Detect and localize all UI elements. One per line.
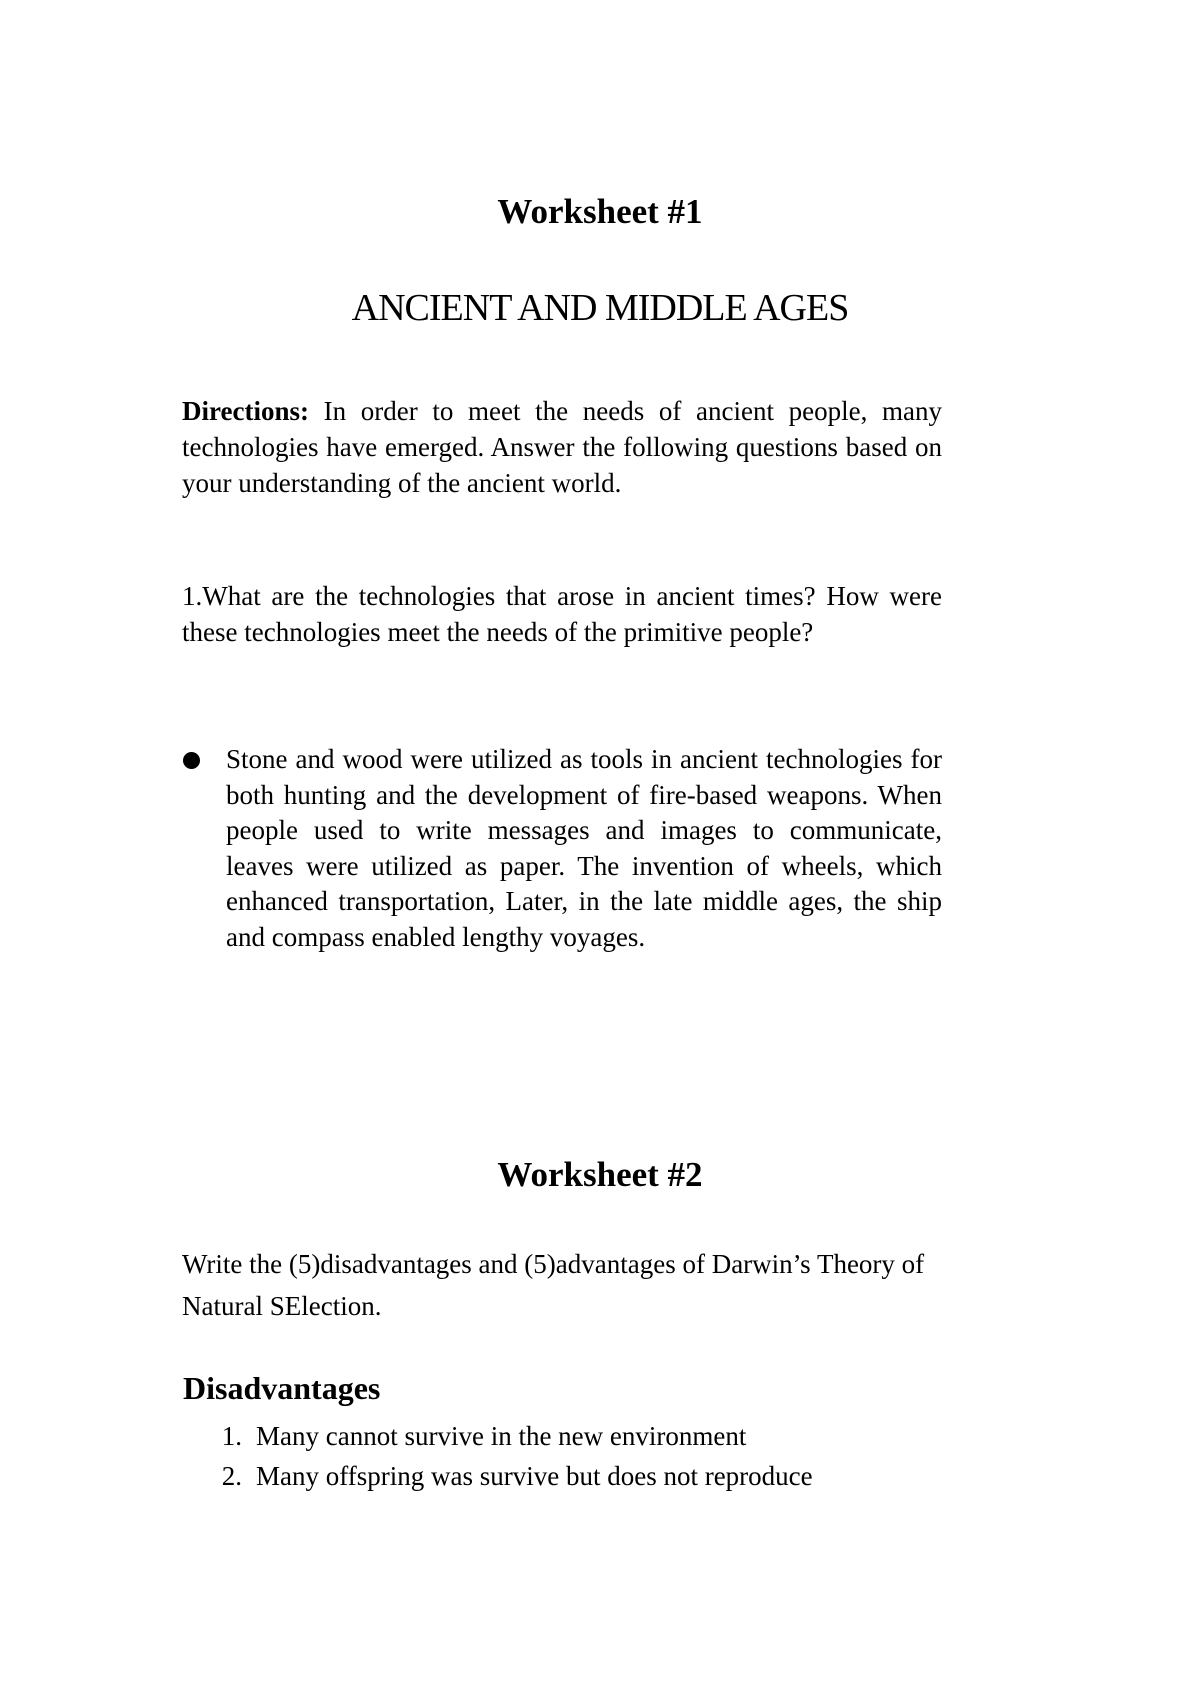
worksheet-1-title: Worksheet #1 [497,192,703,231]
directions-paragraph [182,393,942,501]
bullet-dot-icon [183,752,200,769]
worksheet-1-subtitle: ANCIENT AND MIDDLE AGES [351,287,849,329]
prompt-line-1: Write the (5)disadvantages and (5)advantages of Darwin’s Theory of [182,1249,925,1279]
list-item [182,1416,982,1456]
answer-text: Stone and wood were utilized as tools in ancient technologies for both hunting and the development of fire-based weapons. When people used to write messages and images to communicate, leaves were utilized as paper. The invention of wheels, which enhanced transportation, Later, in the late middle ages, the ship and compass enabled lengthy voyages. [226,744,942,952]
directions-text: In order to meet the needs of ancient people, many technologies have emerged. Answer the following questions based on your understanding of the ancient world. [182,396,942,498]
list-item-text: Many offspring was survive but does not reproduce [256,1461,813,1491]
list-item [182,1456,982,1496]
worksheet-2-title: Worksheet #2 [497,1155,703,1194]
directions-label: Directions: [182,396,309,426]
list-item-number: 2. [221,1461,242,1491]
list-item-text: Many cannot survive in the new environment [256,1421,747,1451]
question-1: 1.What are the technologies that arose in ancient times? How were these technologies meet the needs of the primitive people? [182,581,942,647]
disadvantages-list [182,1416,982,1496]
prompt-line-2: Natural SElection. [182,1291,382,1321]
disadvantages-heading: Disadvantages [183,1370,381,1406]
worksheet-2-prompt [182,1243,1042,1327]
list-item-number: 1. [221,1421,242,1451]
answer-bullet [182,742,942,955]
